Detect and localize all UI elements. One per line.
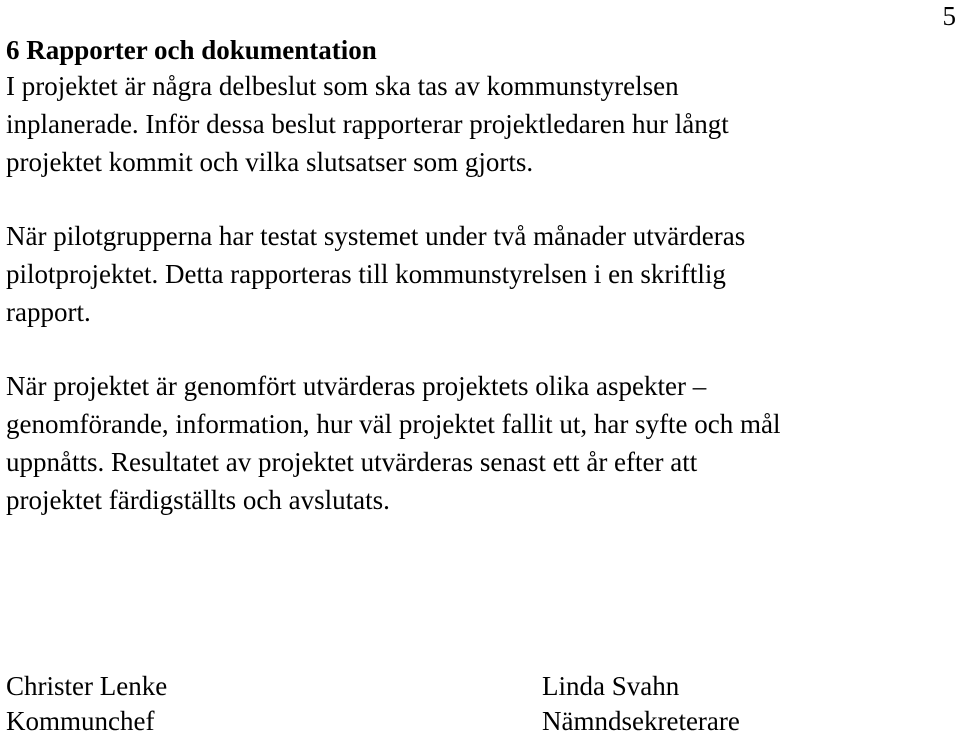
paragraph-intro (6, 67, 951, 181)
paragraph-pilot (6, 217, 951, 331)
signature-left (6, 669, 167, 739)
signatory-title: Nämndsekreterare (542, 706, 740, 736)
document-body (6, 31, 951, 519)
paragraph-line: När projektet är genomfört utvärderas projektets olika aspekter – (6, 371, 707, 401)
signatory-name: Christer Lenke (6, 671, 168, 701)
paragraph-line: rapport. (6, 297, 91, 327)
page-number: 5 (942, 1, 956, 31)
paragraph-line: pilotprojektet. Detta rapporteras till kommunstyrelsen i en skriftlig (6, 259, 726, 289)
paragraph-line: När pilotgrupperna har testat systemet under två månader utvärderas (6, 221, 746, 251)
paragraph-line: inplanerade. Inför dessa beslut rapporterar projektledaren hur långt (6, 109, 729, 139)
signatory-name: Linda Svahn (542, 671, 680, 701)
paragraph-line: genomförande, information, hur väl projektet fallit ut, har syfte och mål (6, 409, 781, 439)
paragraph-line: projektet färdigställts och avslutats. (6, 485, 390, 515)
signature-right (542, 669, 740, 739)
signatory-title: Kommunchef (6, 706, 155, 736)
section-heading: 6 Rapporter och dokumentation (6, 35, 377, 65)
paragraph-line: uppnåtts. Resultatet av projektet utvärderas senast ett år efter att (6, 447, 698, 477)
paragraph-evaluation (6, 367, 951, 519)
paragraph-line: projektet kommit och vilka slutsatser som gjorts. (6, 147, 534, 177)
paragraph-line: I projektet är några delbeslut som ska tas av kommunstyrelsen (6, 71, 679, 101)
